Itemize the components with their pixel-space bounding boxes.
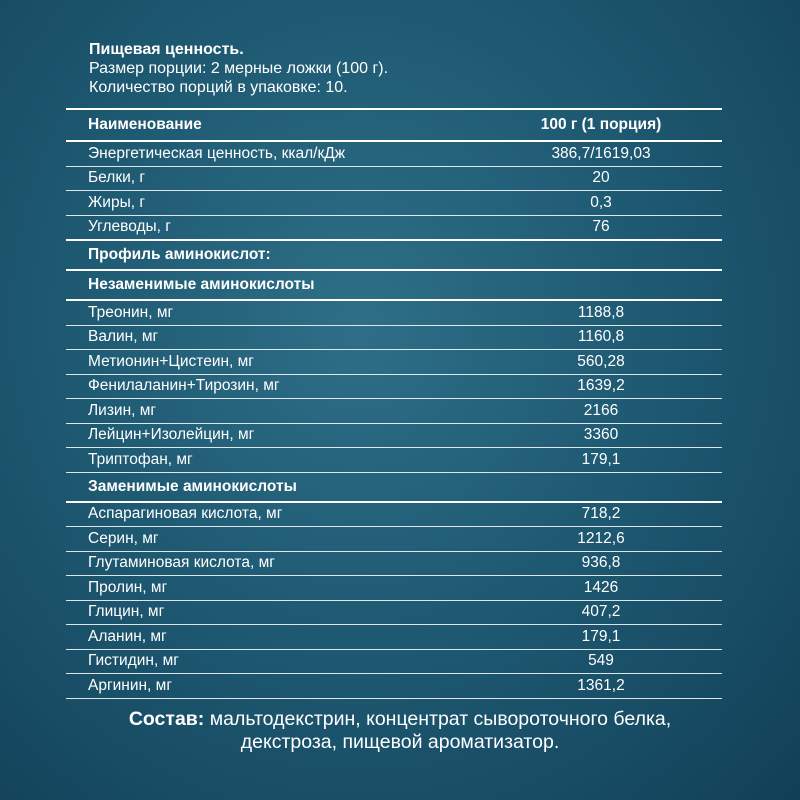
row-name: Валин, мг xyxy=(88,328,159,346)
row-name: Аргинин, мг xyxy=(88,676,172,694)
row-value: 1212,6 xyxy=(577,529,625,547)
row-name: Гистидин, мг xyxy=(88,652,179,670)
row-name: Аланин, мг xyxy=(88,627,167,645)
row-name: Триптофан, мг xyxy=(88,450,193,468)
row-value: 386,7/1619,03 xyxy=(551,144,651,162)
table-row xyxy=(66,424,722,449)
table-row xyxy=(66,674,722,699)
nutrition-table xyxy=(66,108,722,699)
row-value: 1361,2 xyxy=(577,676,625,694)
row-name: Углеводы, г xyxy=(88,218,171,236)
nonessential-section-title xyxy=(66,473,722,503)
row-value: 2166 xyxy=(583,401,619,419)
table-row xyxy=(66,527,722,552)
row-name: Глицин, мг xyxy=(88,603,165,621)
table-row xyxy=(66,503,722,528)
column-header-value: 100 г (1 порция) xyxy=(540,116,662,133)
row-name: Серин, мг xyxy=(88,529,159,547)
row-name: Лейцин+Изолейцин, мг xyxy=(88,426,255,444)
row-value: 76 xyxy=(592,218,610,236)
essential-rows xyxy=(66,301,722,473)
row-name: Метионин+Цистеин, мг xyxy=(88,352,254,370)
nonessential-title-text: Заменимые аминокислоты xyxy=(88,477,297,495)
row-value: 1188,8 xyxy=(577,303,625,321)
row-value: 179,1 xyxy=(581,627,621,645)
row-name: Аспарагиновая кислота, мг xyxy=(88,505,283,523)
row-value: 407,2 xyxy=(581,603,621,621)
composition xyxy=(100,708,700,754)
table-row xyxy=(66,601,722,626)
table-row xyxy=(66,625,722,650)
row-value: 20 xyxy=(592,169,610,187)
serving-size: Размер порции: 2 мерные ложки (100 г). xyxy=(89,60,389,77)
essential-section-title xyxy=(66,269,722,301)
table-row xyxy=(66,448,722,473)
row-name: Жиры, г xyxy=(88,193,145,211)
table-row xyxy=(66,552,722,577)
amino-profile-title-text: Профиль аминокислот: xyxy=(88,246,271,263)
composition-label: Состав: xyxy=(128,708,205,730)
row-value: 3360 xyxy=(583,426,619,444)
row-value: 936,8 xyxy=(581,554,621,572)
row-name: Энергетическая ценность, ккал/кДж xyxy=(88,144,346,162)
row-value: 0,3 xyxy=(590,193,612,211)
row-name: Глутаминовая кислота, мг xyxy=(88,554,275,572)
table-row xyxy=(66,301,722,326)
main-rows xyxy=(66,142,722,241)
essential-title-text: Незаменимые аминокислоты xyxy=(88,276,315,293)
row-value: 1639,2 xyxy=(577,377,625,395)
table-row xyxy=(66,576,722,601)
table-header-row xyxy=(66,110,722,142)
table-row xyxy=(66,216,722,242)
amino-profile-title xyxy=(66,241,722,269)
nutrition-header xyxy=(89,40,388,97)
row-value: 549 xyxy=(588,652,614,670)
row-value: 1160,8 xyxy=(577,328,625,346)
row-value: 1426 xyxy=(583,578,619,596)
row-name: Белки, г xyxy=(88,169,146,187)
row-name: Фенилаланин+Тирозин, мг xyxy=(88,377,280,395)
table-row xyxy=(66,399,722,424)
table-row xyxy=(66,350,722,375)
servings-count: Количество порций в упаковке: 10. xyxy=(89,79,348,96)
row-name: Лизин, мг xyxy=(88,401,157,419)
row-value: 560,28 xyxy=(577,352,625,370)
table-row xyxy=(66,167,722,192)
column-header-name: Наименование xyxy=(88,116,202,133)
table-row xyxy=(66,650,722,675)
row-value: 718,2 xyxy=(581,505,621,523)
table-row xyxy=(66,142,722,167)
nonessential-rows xyxy=(66,503,722,699)
row-name: Пролин, мг xyxy=(88,578,168,596)
composition-text: мальтодекстрин, концентрат сывороточного белка, декстроза, пищевой ароматизатор. xyxy=(204,708,672,753)
table-row xyxy=(66,375,722,400)
table-row xyxy=(66,191,722,216)
table-row xyxy=(66,326,722,351)
nutrition-title: Пищевая ценность. xyxy=(89,41,244,58)
row-value: 179,1 xyxy=(581,450,621,468)
row-name: Треонин, мг xyxy=(88,303,174,321)
